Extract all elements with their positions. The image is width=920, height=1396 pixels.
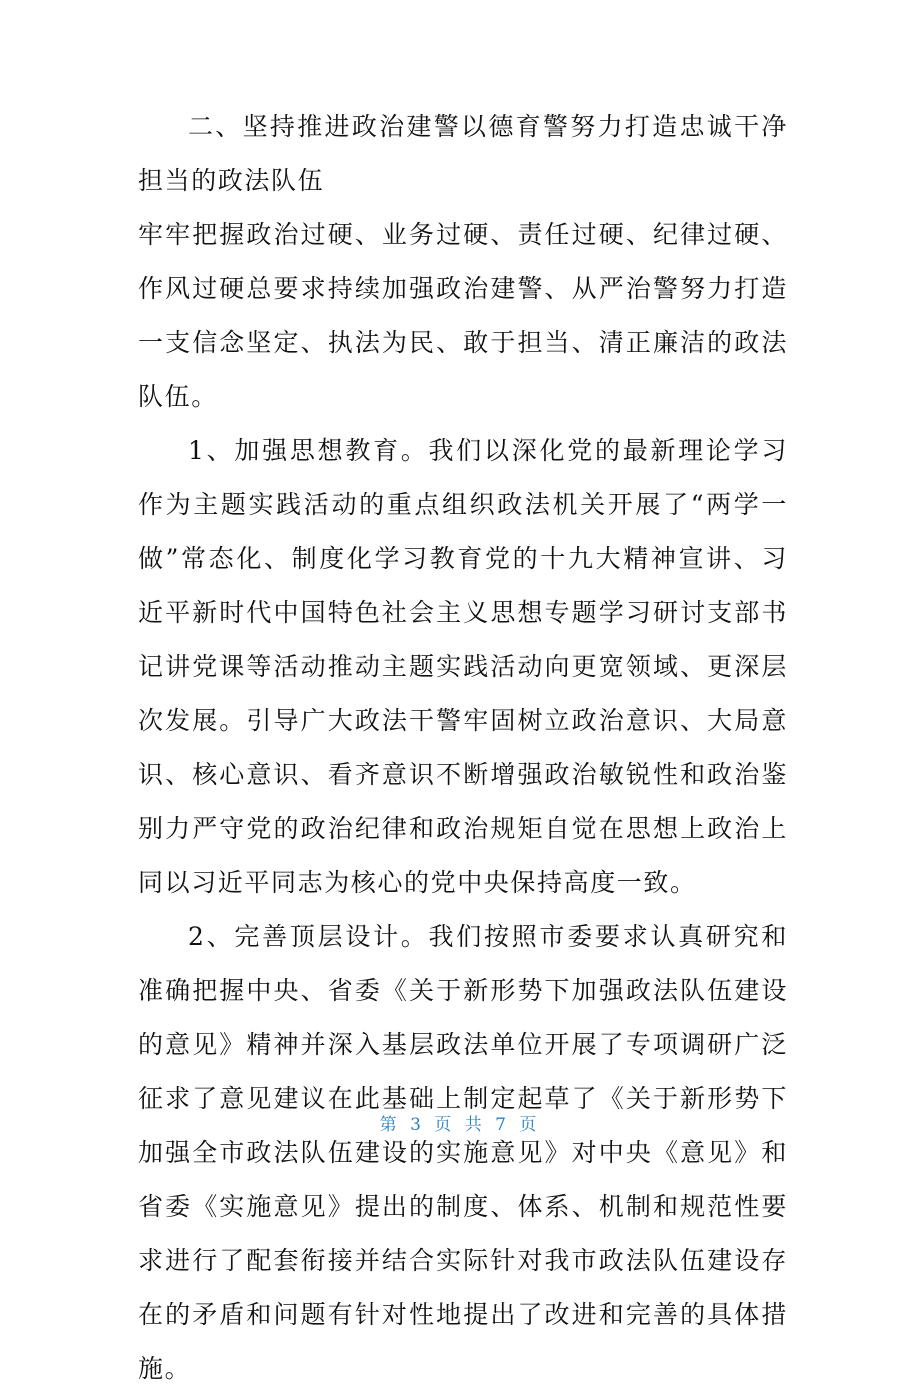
page-footer <box>0 1110 920 1135</box>
item-2-paragraph: 2、完善顶层设计。我们按照市委要求认真研究和准确把握中央、省委《关于新形势下加强政法队伍建设的意见》精神并深入基层政法单位开展了专项调研广泛征求了意见建议在此基础上制定起草了《关于新形势下加强全市政法队伍建设的实施意见》对中央《意见》和省委《实施意见》提出的制度、体系、机制和规范性要求进行了配套衔接并结合实际针对我市政法队伍建设存在的矛盾和问题有针对性地提出了改进和完善的具体措施。 <box>138 922 788 1383</box>
item-1-paragraph: 1、加强思想教育。我们以深化党的最新理论学习作为主题实践活动的重点组织政法机关开展了“两学一做”常态化、制度化学习教育党的十九大精神宣讲、习近平新时代中国特色社会主义思想专题学习研讨支部书记讲党课等活动推动主题实践活动向更宽领域、更深层次发展。引导广大政法干警牢固树立政治意识、大局意识、核心意识、看齐意识不断增强政治敏锐性和政治鉴别力严守党的政治纪律和政治规矩自觉在思想上政治上同以习近平同志为核心的党中央保持高度一致。 <box>138 436 788 897</box>
section-heading: 二、坚持推进政治建警以德育警努力打造忠诚干净担当的政法队伍 <box>138 112 788 195</box>
document-body <box>138 100 788 1396</box>
intro-paragraph: 牢牢把握政治过硬、业务过硬、责任过硬、纪律过硬、作风过硬总要求持续加强政治建警、从严治警努力打造一支信念坚定、执法为民、敢于担当、清正廉洁的政法队伍。 <box>138 220 788 411</box>
page-number: 第 3 页 共 7 页 <box>379 1115 541 1135</box>
